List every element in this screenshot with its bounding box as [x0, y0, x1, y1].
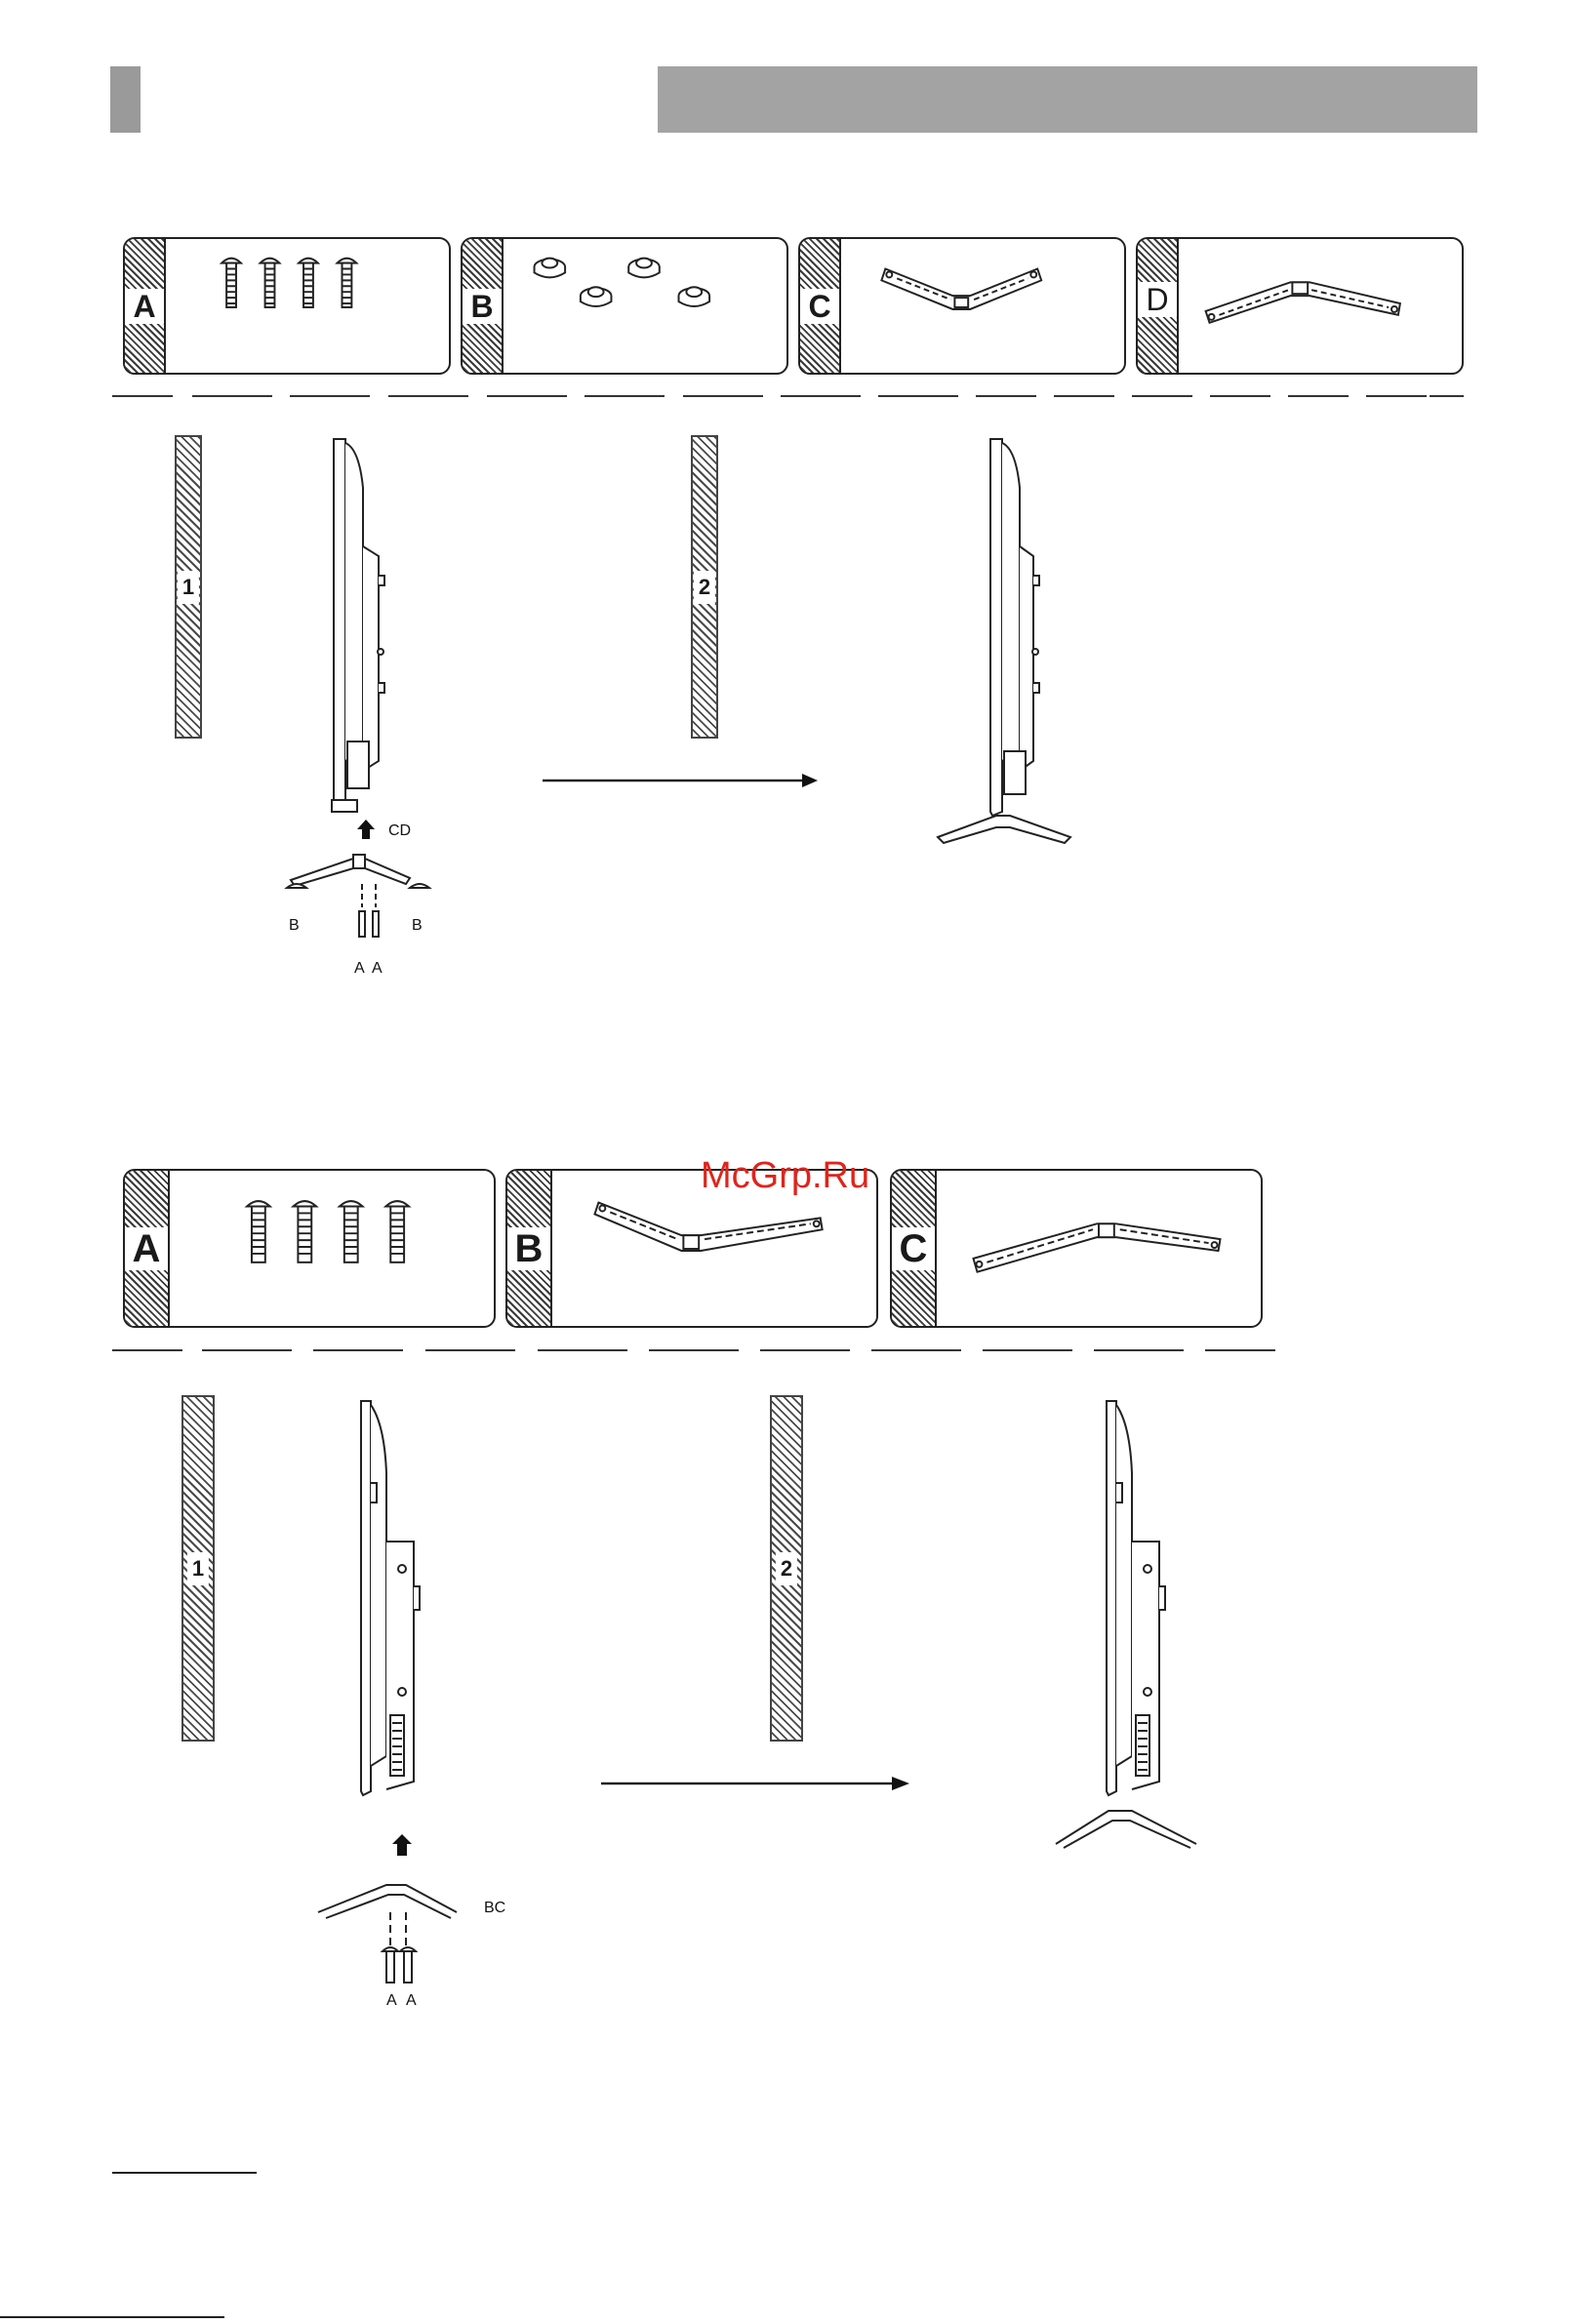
tv-side-view-exploded	[312, 1395, 527, 2020]
stand-bracket-icon	[1177, 239, 1462, 373]
step-number: 1	[187, 1552, 209, 1585]
stand-bracket-icon	[935, 1171, 1261, 1326]
part-letter: B	[463, 289, 502, 324]
section1-divider	[112, 395, 1464, 397]
arrow-right-icon	[601, 1774, 909, 1793]
callout-a-left: A	[386, 1992, 397, 2009]
screws-icon	[164, 239, 449, 373]
stand-bracket-icon	[839, 239, 1124, 373]
step-1-bar	[181, 1395, 215, 1742]
callout-a-left: A	[354, 960, 365, 977]
part-letter: C	[800, 289, 839, 324]
tv-side-view-exploded	[263, 429, 439, 985]
part-letter: C	[892, 1227, 935, 1270]
part-c-box	[890, 1169, 1263, 1328]
step-1-bar	[175, 435, 202, 739]
arrow-right-icon	[543, 771, 818, 790]
part-letter: D	[1138, 282, 1177, 317]
callout-bc: BC	[484, 1900, 506, 1916]
callout-a-right: A	[406, 1992, 417, 2009]
screws-icon	[168, 1171, 494, 1326]
part-letter: A	[125, 289, 164, 324]
header-tab	[110, 66, 141, 133]
part-d-box	[1136, 237, 1464, 375]
step-number: 1	[178, 571, 199, 604]
step-number: 2	[776, 1552, 797, 1585]
watermark-text: McGrp.Ru	[701, 1155, 870, 1196]
callout-b-right: B	[412, 917, 423, 934]
part-letter: B	[507, 1227, 550, 1270]
part-c-box	[798, 237, 1126, 375]
callout-a-right: A	[372, 960, 383, 977]
header-title-bar	[658, 66, 1477, 133]
tv-side-view-assembled	[932, 429, 1088, 849]
part-b-box	[461, 237, 788, 375]
step-2-bar	[691, 435, 718, 739]
step-2-bar	[770, 1395, 803, 1742]
section2-divider	[112, 1349, 1275, 1351]
part-a-box	[123, 237, 451, 375]
callout-b-left: B	[289, 917, 300, 934]
caps-icon	[502, 239, 786, 373]
tv-side-view-assembled	[1054, 1395, 1210, 1854]
callout-cd: CD	[388, 822, 412, 839]
step-number: 2	[694, 571, 715, 604]
part-a-box	[123, 1169, 496, 1328]
footnote-rule	[112, 2172, 257, 2174]
part-letter: A	[125, 1227, 168, 1270]
bottom-rule	[0, 2316, 224, 2318]
